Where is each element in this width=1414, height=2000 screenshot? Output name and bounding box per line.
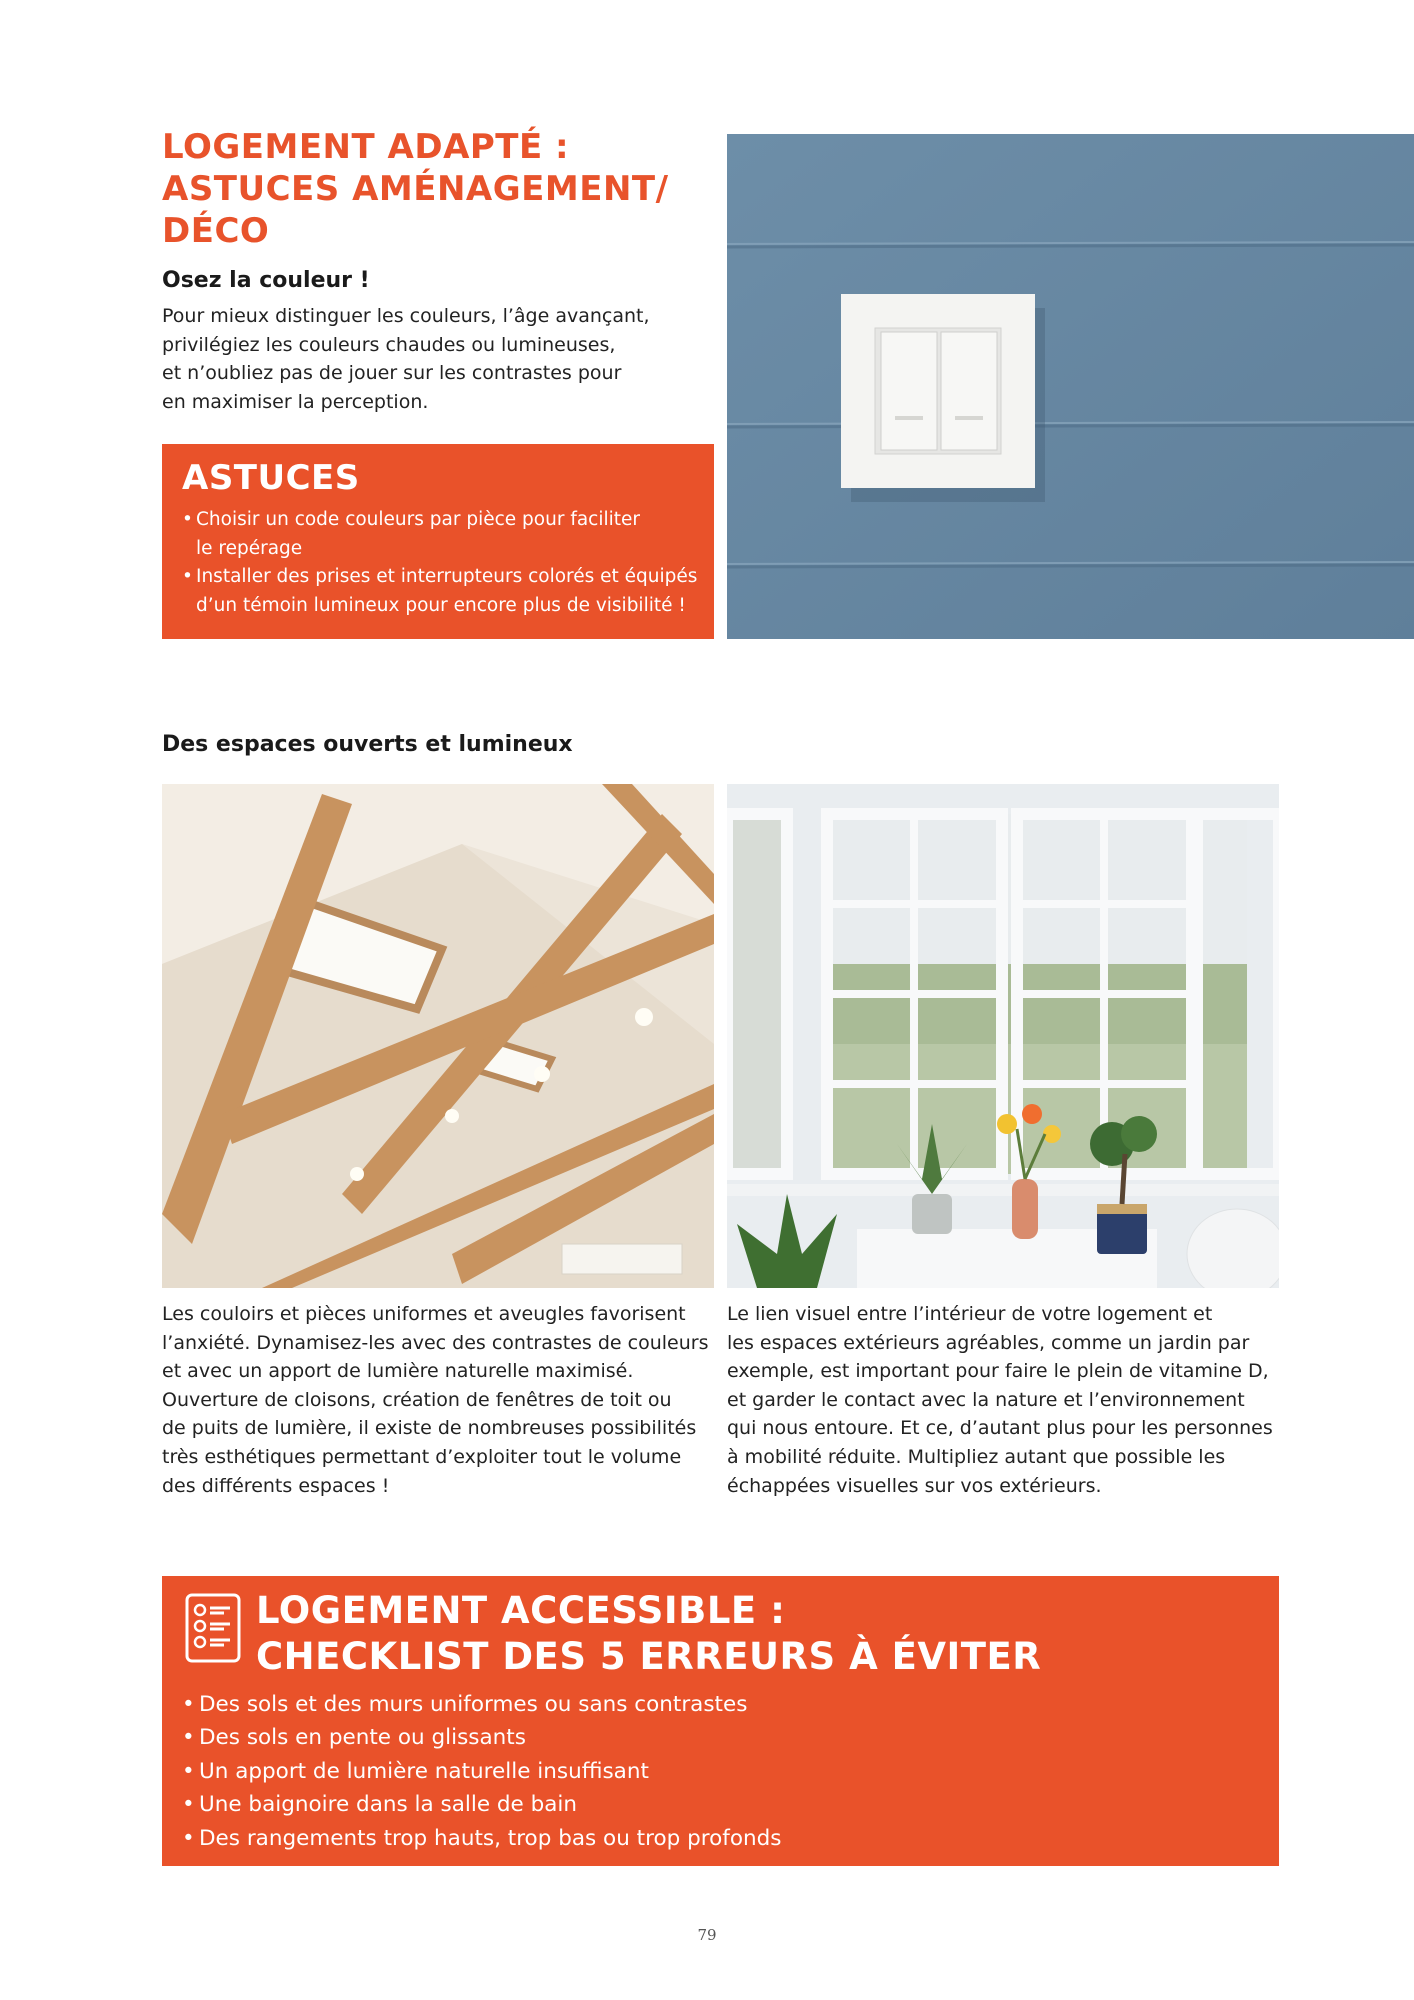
checklist-icon bbox=[184, 1592, 242, 1664]
tip-line: le repérage bbox=[196, 537, 303, 559]
text-line: les espaces extérieurs agréables, comme un jardin par bbox=[727, 1331, 1250, 1354]
text-line: à mobilité réduite. Multipliez autant que possible les bbox=[727, 1445, 1226, 1468]
checklist-title-line: CHECKLIST DES 5 ERREURS À ÉVITER bbox=[256, 1635, 1042, 1678]
text-line: et avec un apport de lumière naturelle maximisé. bbox=[162, 1360, 634, 1383]
text-line: échappées visuelles sur vos extérieurs. bbox=[727, 1474, 1102, 1497]
text-line: Ouverture de cloisons, création de fenêtres de toit ou bbox=[162, 1388, 672, 1411]
checklist-icon-svg bbox=[184, 1592, 242, 1664]
tips-title: ASTUCES bbox=[182, 458, 360, 498]
checklist-item: • Une baignoire dans la salle de bain bbox=[182, 1788, 781, 1821]
checklist-list bbox=[182, 1688, 781, 1855]
intro-line: privilégiez les couleurs chaudes ou lumineuses, bbox=[162, 333, 616, 356]
tips-list bbox=[182, 506, 714, 620]
attic-illustration bbox=[162, 784, 714, 1288]
text-line: qui nous entoure. Et ce, d’autant plus pour les personnes bbox=[727, 1417, 1273, 1440]
checklist-item: • Un apport de lumière naturelle insuffisant bbox=[182, 1755, 781, 1788]
checklist-title bbox=[256, 1588, 1041, 1680]
text-line: Le lien visuel entre l’intérieur de votre logement et bbox=[727, 1303, 1213, 1325]
page-title-line: DÉCO bbox=[162, 211, 270, 251]
text-line: des différents espaces ! bbox=[162, 1474, 390, 1497]
tip-line: • Installer des prises et interrupteurs colorés et équipés bbox=[196, 566, 698, 587]
tip-item bbox=[182, 563, 714, 620]
checklist-item: • Des sols en pente ou glissants bbox=[182, 1721, 781, 1754]
tip-item bbox=[182, 506, 714, 563]
light-switch-photo bbox=[727, 134, 1414, 639]
page-title-line: ASTUCES AMÉNAGEMENT/ bbox=[162, 169, 669, 209]
intro-line: en maximiser la perception. bbox=[162, 390, 429, 413]
tip-line: d’un témoin lumineux pour encore plus de visibilité ! bbox=[196, 594, 686, 616]
open-spaces-left-text bbox=[162, 1300, 722, 1500]
text-line: de puits de lumière, il existe de nombreuses possibilités bbox=[162, 1417, 697, 1440]
open-spaces-right-text bbox=[727, 1300, 1287, 1500]
checklist-item: • Des sols et des murs uniformes ou sans contrastes bbox=[182, 1688, 781, 1721]
intro-line: et n’oubliez pas de jouer sur les contrastes pour bbox=[162, 362, 622, 384]
checklist-title-line: LOGEMENT ACCESSIBLE : bbox=[256, 1589, 786, 1632]
window-illustration bbox=[727, 784, 1279, 1288]
page-title bbox=[162, 126, 682, 252]
tips-box bbox=[162, 444, 714, 639]
intro-paragraph bbox=[162, 302, 702, 416]
page-number: 79 bbox=[697, 1926, 717, 1944]
open-spaces-heading: Des espaces ouverts et lumineux bbox=[162, 732, 573, 757]
text-line: Les couloirs et pièces uniformes et aveugles favorisent bbox=[162, 1303, 686, 1325]
text-line: exemple, est important pour faire le plein de vitamine D, bbox=[727, 1360, 1269, 1383]
text-line: très esthétiques permettant d’exploiter tout le volume bbox=[162, 1445, 682, 1468]
light-switch-illustration bbox=[727, 134, 1414, 639]
garden-window-photo bbox=[727, 784, 1279, 1288]
page-title-line: LOGEMENT ADAPTÉ : bbox=[162, 127, 570, 167]
color-subheading: Osez la couleur ! bbox=[162, 268, 370, 293]
checklist-item: • Des rangements trop hauts, trop bas ou trop profonds bbox=[182, 1822, 781, 1855]
checklist-box bbox=[162, 1576, 1279, 1866]
text-line: l’anxiété. Dynamisez-les avec des contrastes de couleurs bbox=[162, 1331, 709, 1354]
intro-line: Pour mieux distinguer les couleurs, l’âge avançant, bbox=[162, 305, 650, 327]
tip-line: • Choisir un code couleurs par pièce pour faciliter bbox=[196, 509, 640, 530]
attic-skylight-photo bbox=[162, 784, 714, 1288]
text-line: et garder le contact avec la nature et l’environnement bbox=[727, 1388, 1245, 1411]
